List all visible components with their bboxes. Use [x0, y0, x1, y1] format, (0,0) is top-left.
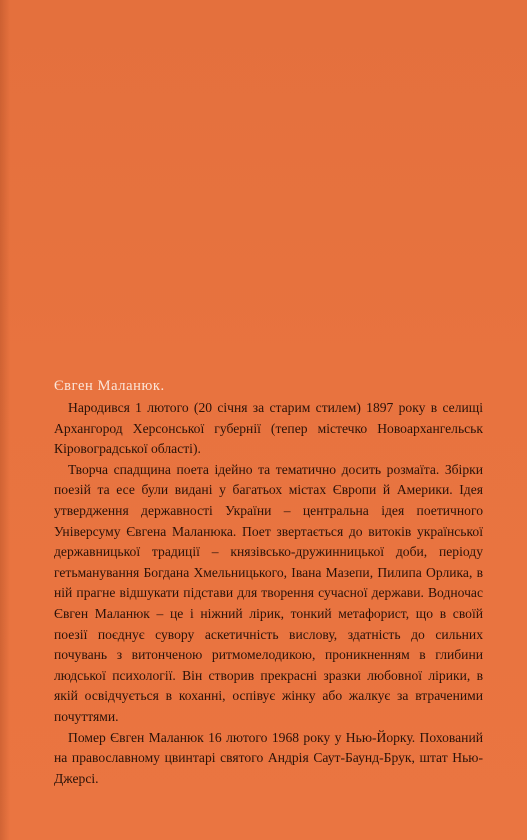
biography-text-block [54, 376, 483, 789]
bio-paragraph-birth: Народився 1 лютого (20 січня за старим стилем) 1897 року в селищі Архангород Херсонської губернії (тепер містечко Новоархангельськ Кіровоградської області). [54, 400, 483, 457]
bio-paragraph-death: Помер Євген Маланюк 16 лютого 1968 року у Нью-Йорку. Похований на православному цвинтарі святого Андрія Саут-Баунд-Брук, штат Нью-Джерсі. [54, 729, 483, 786]
bio-paragraph-legacy: Творча спадщина поета ідейно та тематично досить розмаїта. Збірки поезій та есе були видані у багатьох містах Європи й Америки. Ідея утвердження державності України – центральна ідея поетичного Універсуму Євгена Маланюка. Поет звертається до витоків української державницької традиції – князівсько-дружинницької доби, періоду гетьманування Богдана Хмельницького, Івана Мазепи, Пилипа Орлика, в ній прагне відшукати підстави для творення сучасної держави. Водночас Євген Маланюк – це і ніжний лірик, тонкий метафорист, що в своїй поезії поєднує сувору аскетичність вислову, здатність до сильних почувань з витонченою ритмомелодикою, проникненням в глибини людської психології. Він створив прекрасні зразки любовної лірики, в якій освідчується в коханні, оспівує жінку або жалкує за втраченими почуттями. [54, 461, 483, 724]
spine-shadow [0, 0, 10, 840]
author-heading: Євген Маланюк. [54, 378, 165, 394]
